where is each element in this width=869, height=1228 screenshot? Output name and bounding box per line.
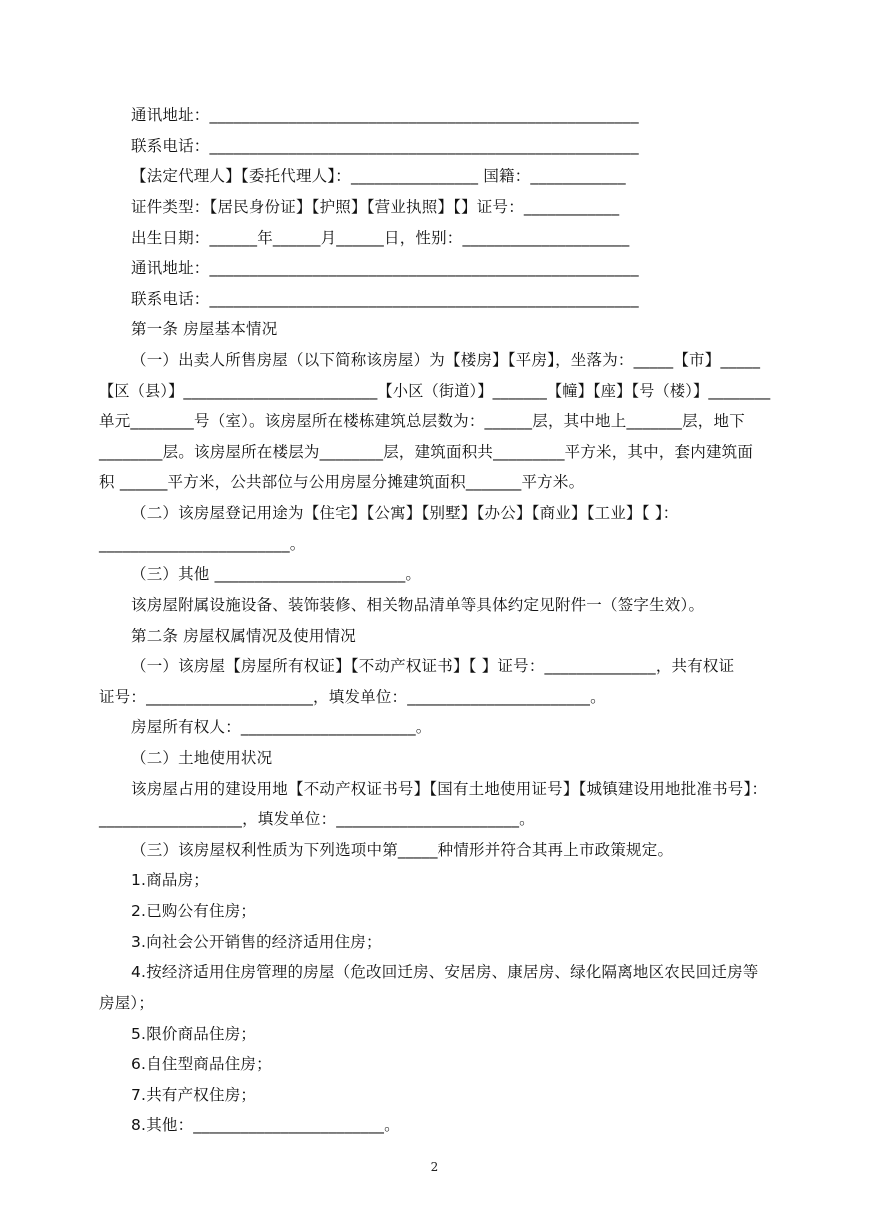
option-1: 1.商品房； <box>131 871 209 889</box>
property-clause-1-line-2: 【区（县）】_________________________【小区（街道）】_______【幢】【座】【号（楼）】________ <box>99 382 771 400</box>
property-clause-1-line-4: ________层。该房屋所在楼层为________层，建筑面积共_________平方米，其中，套内建筑面 <box>99 443 754 461</box>
property-clause-2-line-1: （二）该房屋登记用途为【住宅】【公寓】【别墅】【办公】【商业】【工业】【 】： <box>131 504 679 522</box>
option-4-line-1: 4.按经济适用住房管理的房屋（危改回迁房、安居房、康居房、绿化隔离地区农民回迁房等 <box>131 963 759 981</box>
option-2: 2.已购公有住房； <box>131 902 257 920</box>
option-8: 8.其他：________________________。 <box>131 1116 400 1134</box>
property-clause-1-line-3: 单元________号（室）。该房屋所在楼栋建筑总层数为：______层，其中地上_______层，地下 <box>99 412 745 430</box>
option-5: 5.限价商品住房； <box>131 1025 257 1043</box>
ownership-clause-1-line-2: 证号：_____________________，填发单位：_______________________。 <box>99 688 606 706</box>
property-clause-2-line-2: ________________________。 <box>99 535 306 553</box>
seller-agent-address-line: 通讯地址：______________________________________________________ <box>131 106 639 124</box>
representative-address-line: 通讯地址：______________________________________________________ <box>131 259 639 277</box>
land-use-line-1: 该房屋占用的建设用地【不动产权证书号】【国有土地使用证号】【城镇建设用地批准书号】： <box>131 780 768 798</box>
property-nature-line: （三）该房屋权利性质为下列选项中第_____种情形并符合其再上市政策规定。 <box>131 841 674 859</box>
seller-agent-phone-line: 联系电话：______________________________________________________ <box>131 137 639 155</box>
article-2-heading: 第二条 房屋权属情况及使用情况 <box>131 627 356 645</box>
option-4-line-2: 房屋）； <box>99 994 155 1012</box>
land-use-heading: （二）土地使用状况 <box>131 749 273 767</box>
representative-phone-line: 联系电话：______________________________________________________ <box>131 290 639 308</box>
property-clause-3-line: （三）其他 ________________________。 <box>131 565 422 583</box>
ownership-clause-1-line-1: （一）该房屋【房屋所有权证】【不动产权证书】【 】证号：______________，共有权证 <box>131 657 735 675</box>
property-clause-1-line-5: 积 ______平方米，公共部位与公用房屋分摊建筑面积_______平方米。 <box>99 473 585 491</box>
option-3: 3.向社会公开销售的经济适用住房； <box>131 933 382 951</box>
article-1-heading: 第一条 房屋基本情况 <box>131 320 278 338</box>
attachment-note-line: 该房屋附属设施设备、装饰装修、相关物品清单等具体约定见附件一（签字生效）。 <box>131 596 705 614</box>
option-7: 7.共有产权住房； <box>131 1086 257 1104</box>
option-6: 6.自住型商品住房； <box>131 1055 272 1073</box>
property-clause-1-line-1: （一）出卖人所售房屋（以下简称该房屋）为【楼房】【平房】，坐落为：_____【市】_____ <box>131 351 761 369</box>
birth-date-line: 出生日期：______年______月______日，性别：_____________________ <box>131 229 630 247</box>
owner-line: 房屋所有权人：______________________。 <box>131 718 432 736</box>
representative-type-line: 【法定代理人】【委托代理人】：________________ 国籍：____________ <box>131 167 626 185</box>
land-use-line-2: __________________，填发单位：_______________________。 <box>99 810 535 828</box>
page-number: 2 <box>430 1160 439 1174</box>
id-type-line: 证件类型：【居民身份证】【护照】【营业执照】【】证号：____________ <box>131 198 620 216</box>
